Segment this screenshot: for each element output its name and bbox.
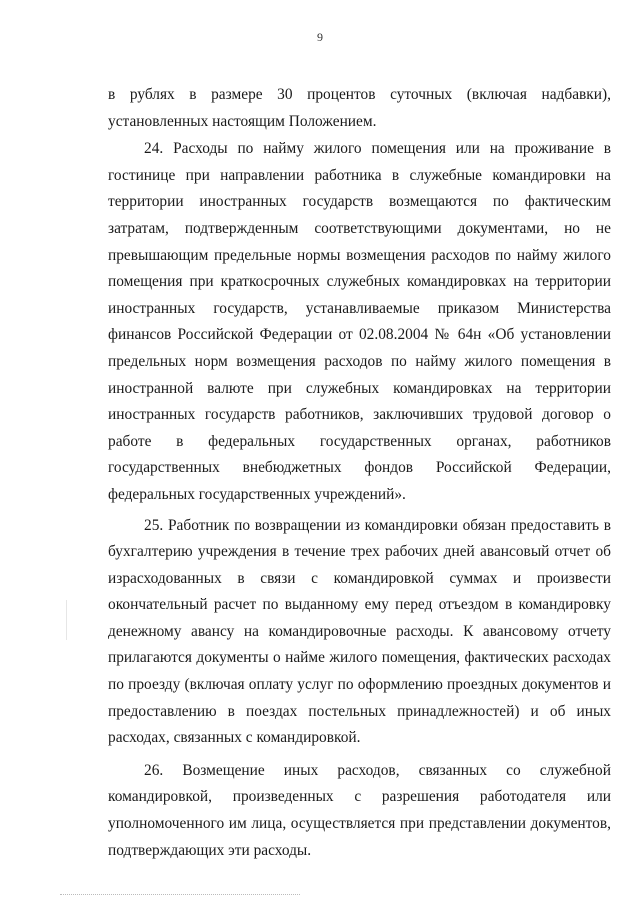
bottom-scan-edge bbox=[60, 894, 300, 895]
paragraph-24: 24. Расходы по найму жилого помещения или на проживание в гостинице при направлении работника в служебные командировки на территории иностранных государств возмещаются по фактическим затратам, подтвержденным соответствующими документами, но не превышающим предельные нормы возмещения расходов по найму жилого помещения при краткосрочных служебных командировках на территории иностранных государств, устанавливаемые приказом Министерства финансов Российской Федерации от 02.08.2004 № 64н «Об установлении предельных норм возмещения расходов по найму жилого помещения в иностранной валюте при служебных командировках на территории иностранных государств работников, заключивших трудовой договор о работе в федеральных государственных органах, работников государственных внебюджетных фондов Российской Федерации, федеральных государственных учреждений». bbox=[108, 140, 611, 503]
paragraph-26: 26. Возмещение иных расходов, связанных со служебной командировкой, произведенных с разрешения работодателя или уполномоченного им лица, осуществляется при представлении документов, подтверждающих эти расходы. bbox=[108, 761, 611, 859]
document-body bbox=[108, 82, 611, 864]
paragraph-25: 25. Работник по возвращении из командировки обязан предоставить в бухгалтерию учреждения в течение трех рабочих дней авансовый отчет об израсходованных в связи с командировкой суммах и произвести окончательный расчет по выданному ему перед отъездом в командировку денежному авансу на командировочные расходы. К авансовому отчету прилагаются документы о найме жилого помещения, фактических расходах по проезду (включая оплату услуг по оформлению проездных документов и предоставлению в поездах постельных принадлежностей) и об иных расходах, связанных с командировкой. bbox=[108, 516, 611, 747]
paragraph-continuation: в рублях в размере 30 процентов суточных (включая надбавки), установленных настоящим Положением. bbox=[108, 86, 611, 130]
page-number: 9 bbox=[317, 30, 323, 44]
scan-artifact bbox=[66, 600, 67, 640]
